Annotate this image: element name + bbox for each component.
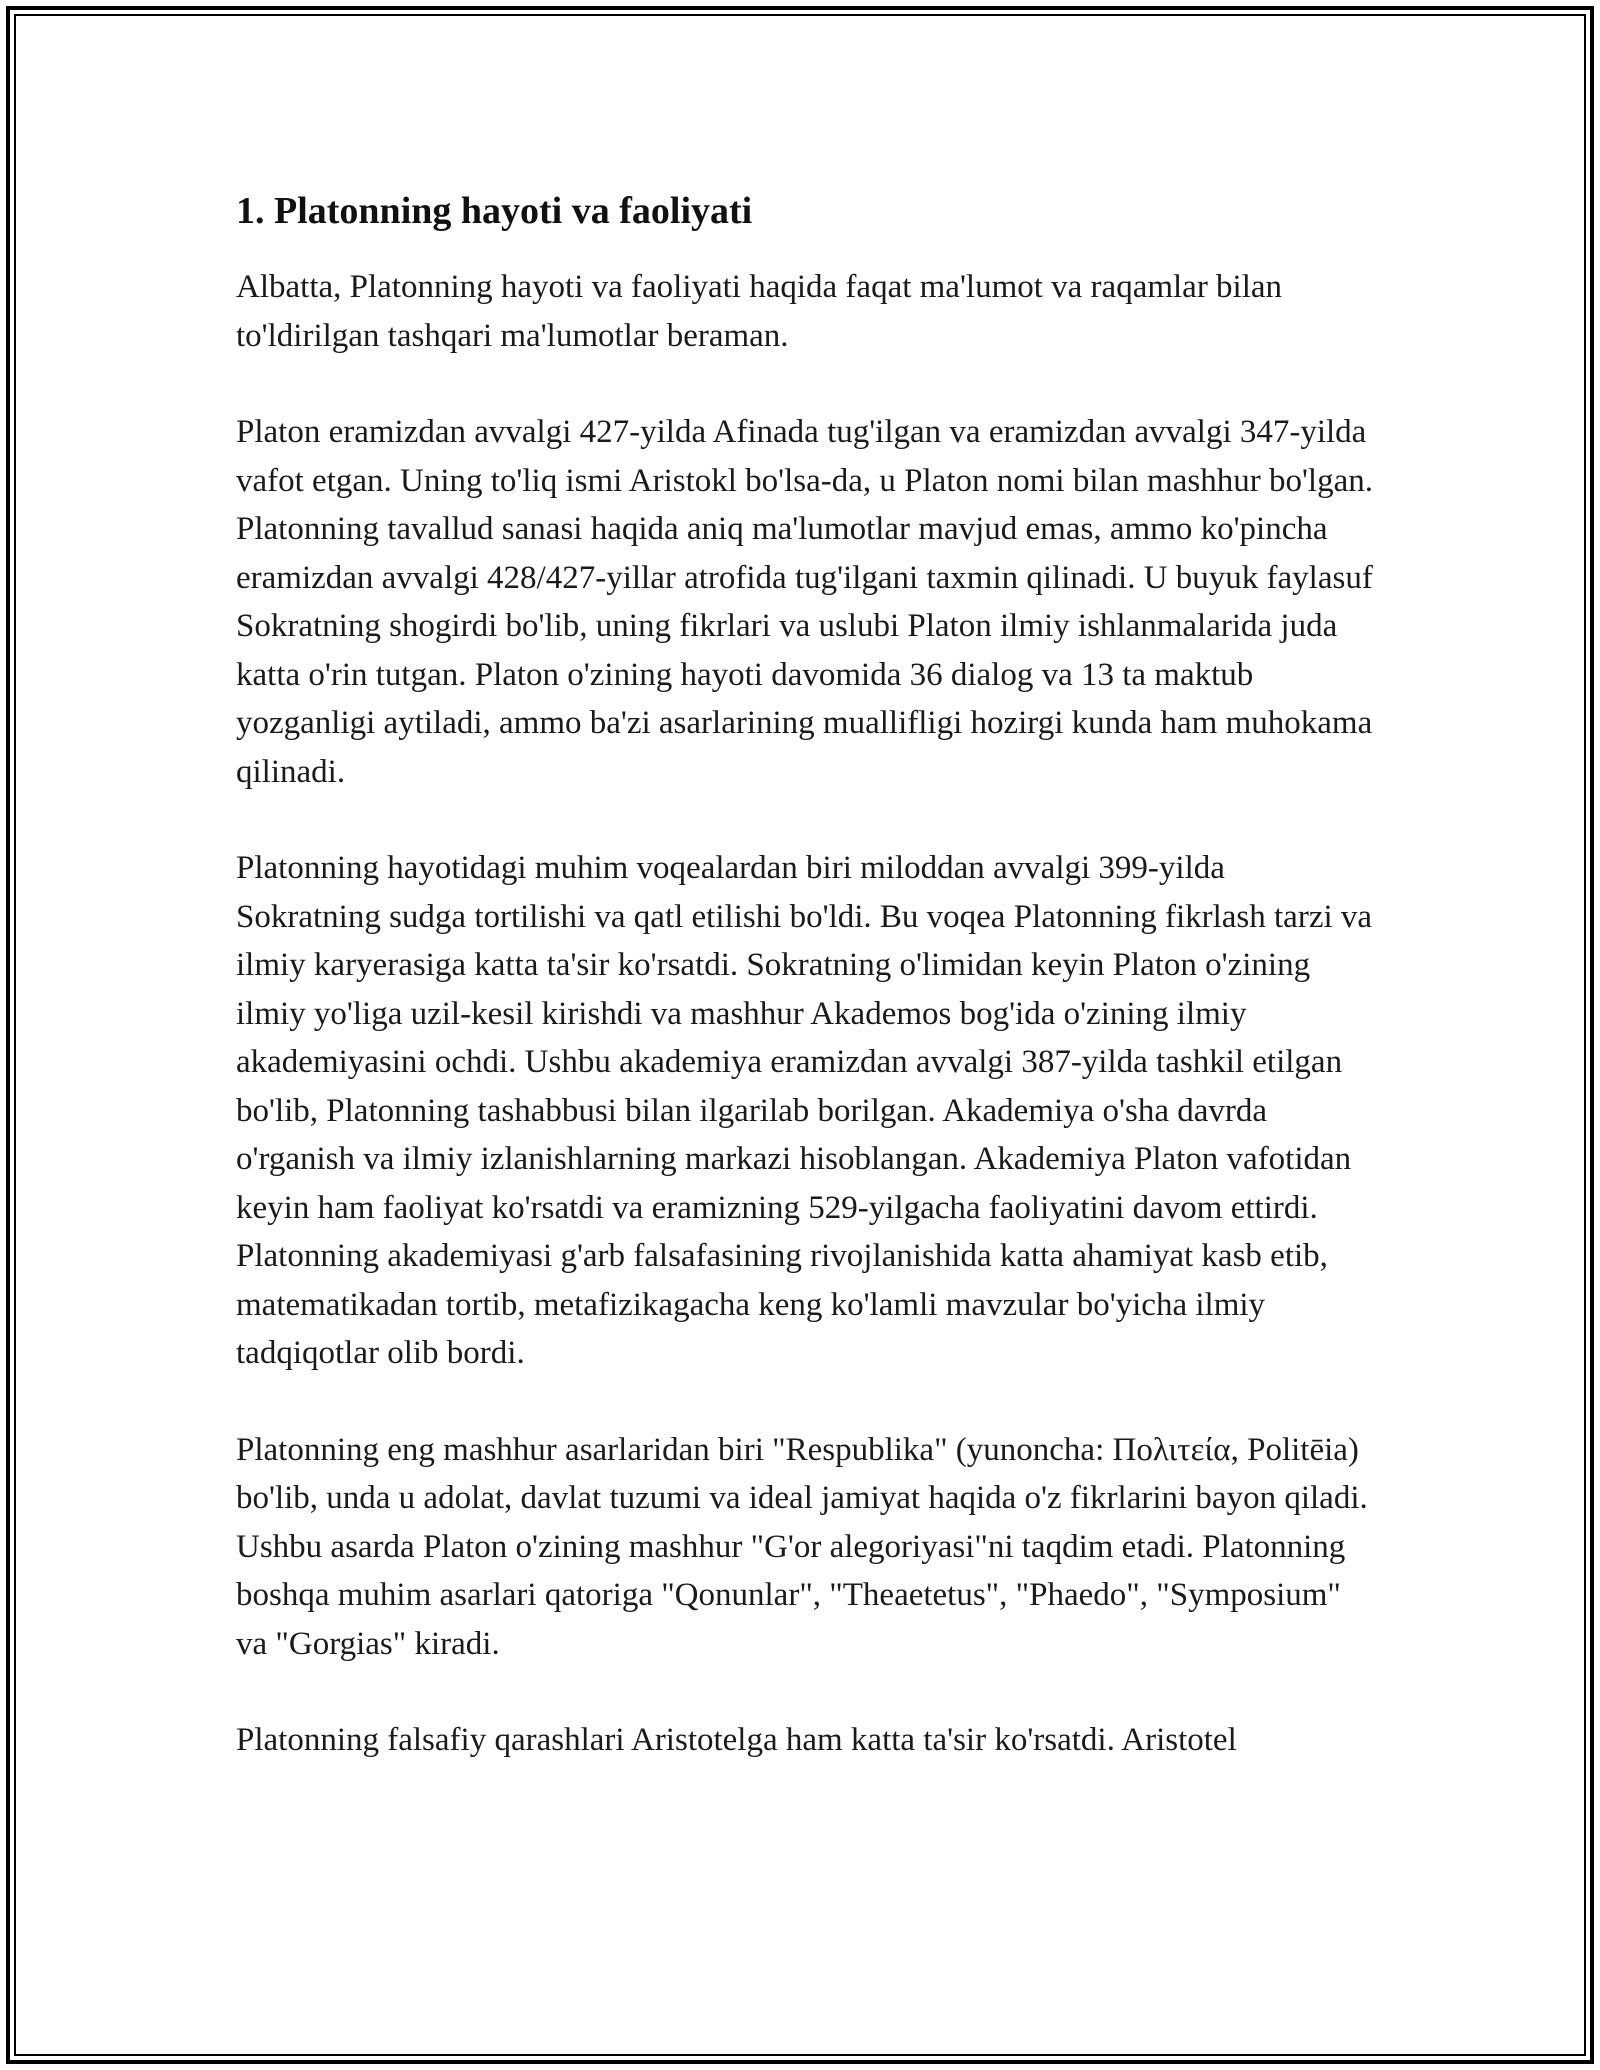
- paragraph-intro: Albatta, Platonning hayoti va faoliyati haqida faqat ma'lumot va raqamlar bilan to'ldirilgan tashqari ma'lumotlar beraman.: [236, 269, 1283, 354]
- paragraph-birth-and-death: Platon eramizdan avvalgi 427-yilda Afinada tug'ilgan va eramizdan avvalgi 347-yilda vafot etgan. Uning to'liq ismi Aristokl bo'lsa-da, u Platon nomi bilan mashhur bo'lgan. Platonning tavallud sanasi haqida aniq ma'lumotlar mavjud emas, ammo ko'pincha eramizdan avvalgi 428/427-yillar atrofida tug'ilgani taxmin qilinadi. U buyuk faylasuf Sokratning shogirdi bo'lib, uning fikrlari va uslubi Platon ilmiy ishlanmalarida juda katta o'rin tutgan. Platon o'zining hayoti davomida 36 dialog va 13 ta maktub yozganligi aytiladi, ammo ba'zi asarlarining muallifligi hozirgi kunda ham muhokama qilinadi.: [236, 414, 1373, 790]
- section-heading: 1. Platonning hayoti va faoliyati: [236, 190, 753, 232]
- paragraph-influence: Platonning falsafiy qarashlari Aristotelga ham katta ta'sir ko'rsatdi. Aristotel: [236, 1722, 1237, 1758]
- paragraph-academy: Platonning hayotidagi muhim voqealardan biri miloddan avvalgi 399-yilda Sokratning sudga tortilishi va qatl etilishi bo'ldi. Bu voqea Platonning fikrlash tarzi va ilmiy karyerasiga katta ta'sir ko'rsatdi. Sokratning o'limidan keyin Platon o'zining ilmiy yo'liga uzil-kesil kirishdi va mashhur Akademos bog'ida o'zining ilmiy akademiyasini ochdi. Ushbu akademiya eramizdan avvalgi 387-yilda tashkil etilgan bo'lib, Platonning tashabbusi bilan ilgarilab borilgan. Akademiya o'sha davrda o'rganish va ilmiy izlanishlarning markazi hisoblangan. Akademiya Platon vafotidan keyin ham faoliyat ko'rsatdi va eramizning 529-yilgacha faoliyatini davom ettirdi. Platonning akademiyasi g'arb falsafasining rivojlanishida katta ahamiyat kasb etib, matematikadan tortib, metafizikagacha keng ko'lamli mavzular bo'yicha ilmiy tadqiqotlar olib bordi.: [236, 850, 1373, 1371]
- document-body: [236, 185, 1376, 1765]
- paragraph-works: Platonning eng mashhur asarlaridan biri "Respublika" (yunoncha: Πολιτεία, Politēia) bo'lib, unda u adolat, davlat tuzumi va ideal jamiyat haqida o'z fikrlarini bayon qiladi. Ushbu asarda Platon o'zining mashhur "G'or alegoriyasi"ni taqdim etadi. Platonning boshqa muhim asarlari qatoriga "Qonunlar", "Theaetetus", "Phaedo", "Symposium" va "Gorgias" kiradi.: [236, 1431, 1368, 1662]
